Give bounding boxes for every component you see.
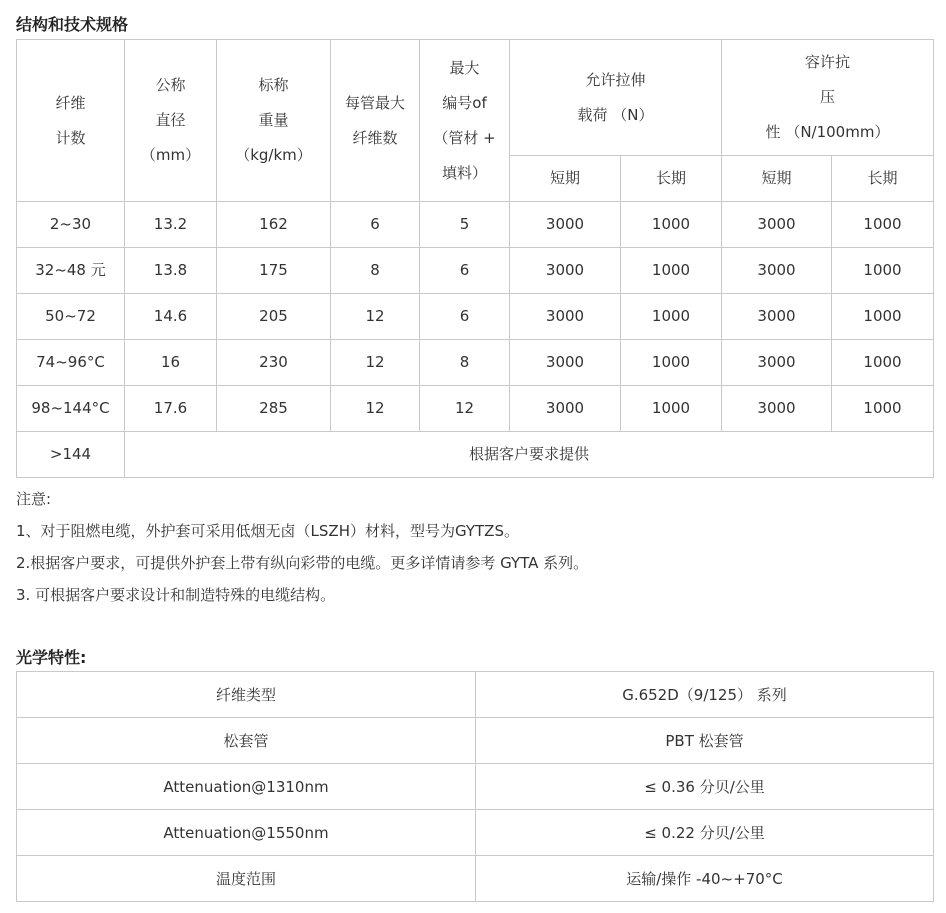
table-row	[17, 294, 934, 340]
table-cell: 6	[420, 294, 510, 340]
table-cell: 74~96°C	[17, 340, 125, 386]
table-cell: 1000	[621, 202, 722, 248]
table-cell: 3000	[722, 294, 832, 340]
note-item: 1、对于阻燃电缆，外护套可采用低烟无卤（LSZH）材料，型号为GYTZS。	[16, 522, 519, 540]
table-cell: 5	[420, 202, 510, 248]
header-nominal-weight: 标称 重量 （kg/km）	[217, 40, 331, 202]
table-cell: 1000	[621, 386, 722, 432]
header-crush-long: 长期	[832, 156, 934, 202]
table-cell: 3000	[510, 248, 621, 294]
table-cell: Attenuation@1550nm	[17, 810, 476, 856]
table-cell: 3000	[510, 340, 621, 386]
table-cell: 1000	[832, 386, 934, 432]
table-cell: 12	[331, 294, 420, 340]
table-cell: 1000	[832, 340, 934, 386]
notes-block	[16, 483, 936, 611]
spec-section-title: 结构和技术规格	[16, 15, 129, 34]
table-cell: 6	[420, 248, 510, 294]
table-cell: 3000	[722, 386, 832, 432]
spec-table	[16, 39, 934, 478]
table-cell-merged: 根据客户要求提供	[125, 432, 934, 478]
table-cell: 32~48 元	[17, 248, 125, 294]
table-row	[17, 764, 934, 810]
note-item: 3. 可根据客户要求设计和制造特殊的电缆结构。	[16, 586, 336, 604]
header-fiber-count: 纤维 计数	[17, 40, 125, 202]
table-cell: 12	[331, 386, 420, 432]
table-cell: 1000	[621, 340, 722, 386]
table-cell: 温度范围	[17, 856, 476, 902]
table-cell: 6	[331, 202, 420, 248]
header-max-count: 最大 编号of （管材 + 填料）	[420, 40, 510, 202]
table-cell: 3000	[722, 202, 832, 248]
table-cell: >144	[17, 432, 125, 478]
table-cell: 3000	[510, 294, 621, 340]
header-max-fibers-per-tube: 每管最大 纤维数	[331, 40, 420, 202]
table-row	[17, 810, 934, 856]
table-row	[17, 672, 934, 718]
table-cell: 3000	[722, 248, 832, 294]
table-cell: 17.6	[125, 386, 217, 432]
table-cell: 98~144°C	[17, 386, 125, 432]
notes-label: 注意:	[16, 490, 52, 508]
table-cell: 1000	[621, 248, 722, 294]
table-cell: ≤ 0.22 分贝/公里	[476, 810, 934, 856]
table-cell: ≤ 0.36 分贝/公里	[476, 764, 934, 810]
table-row	[17, 386, 934, 432]
table-row	[17, 432, 934, 478]
table-cell: 12	[420, 386, 510, 432]
table-cell: 3000	[722, 340, 832, 386]
table-cell: Attenuation@1310nm	[17, 764, 476, 810]
optical-section-title: 光学特性:	[16, 648, 87, 667]
table-cell: 1000	[832, 202, 934, 248]
table-cell: G.652D（9/125） 系列	[476, 672, 934, 718]
table-cell: 8	[331, 248, 420, 294]
table-cell: 12	[331, 340, 420, 386]
table-row	[17, 340, 934, 386]
header-nominal-diameter: 公称 直径 （mm）	[125, 40, 217, 202]
table-cell: PBT 松套管	[476, 718, 934, 764]
table-cell: 3000	[510, 202, 621, 248]
table-row	[17, 856, 934, 902]
table-row	[17, 718, 934, 764]
table-cell: 285	[217, 386, 331, 432]
header-crush-short: 短期	[722, 156, 832, 202]
table-cell: 162	[217, 202, 331, 248]
header-tensile-load: 允许拉伸 载荷 （N）	[510, 40, 722, 156]
table-cell: 16	[125, 340, 217, 386]
table-cell: 13.8	[125, 248, 217, 294]
table-cell: 230	[217, 340, 331, 386]
table-cell: 纤维类型	[17, 672, 476, 718]
table-cell: 1000	[832, 294, 934, 340]
table-cell: 8	[420, 340, 510, 386]
header-crush-resistance: 容许抗 压 性 （N/100mm）	[722, 40, 934, 156]
table-cell: 1000	[621, 294, 722, 340]
table-cell: 1000	[832, 248, 934, 294]
table-cell: 175	[217, 248, 331, 294]
table-cell: 松套管	[17, 718, 476, 764]
table-cell: 2~30	[17, 202, 125, 248]
table-cell: 50~72	[17, 294, 125, 340]
table-row	[17, 248, 934, 294]
header-tensile-long: 长期	[621, 156, 722, 202]
header-tensile-short: 短期	[510, 156, 621, 202]
table-cell: 13.2	[125, 202, 217, 248]
table-row	[17, 202, 934, 248]
table-cell: 运输/操作 -40~+70°C	[476, 856, 934, 902]
table-cell: 3000	[510, 386, 621, 432]
optical-table	[16, 671, 934, 902]
table-cell: 205	[217, 294, 331, 340]
note-item: 2.根据客户要求，可提供外护套上带有纵向彩带的电缆。更多详情请参考 GYTA 系列。	[16, 554, 589, 572]
table-cell: 14.6	[125, 294, 217, 340]
